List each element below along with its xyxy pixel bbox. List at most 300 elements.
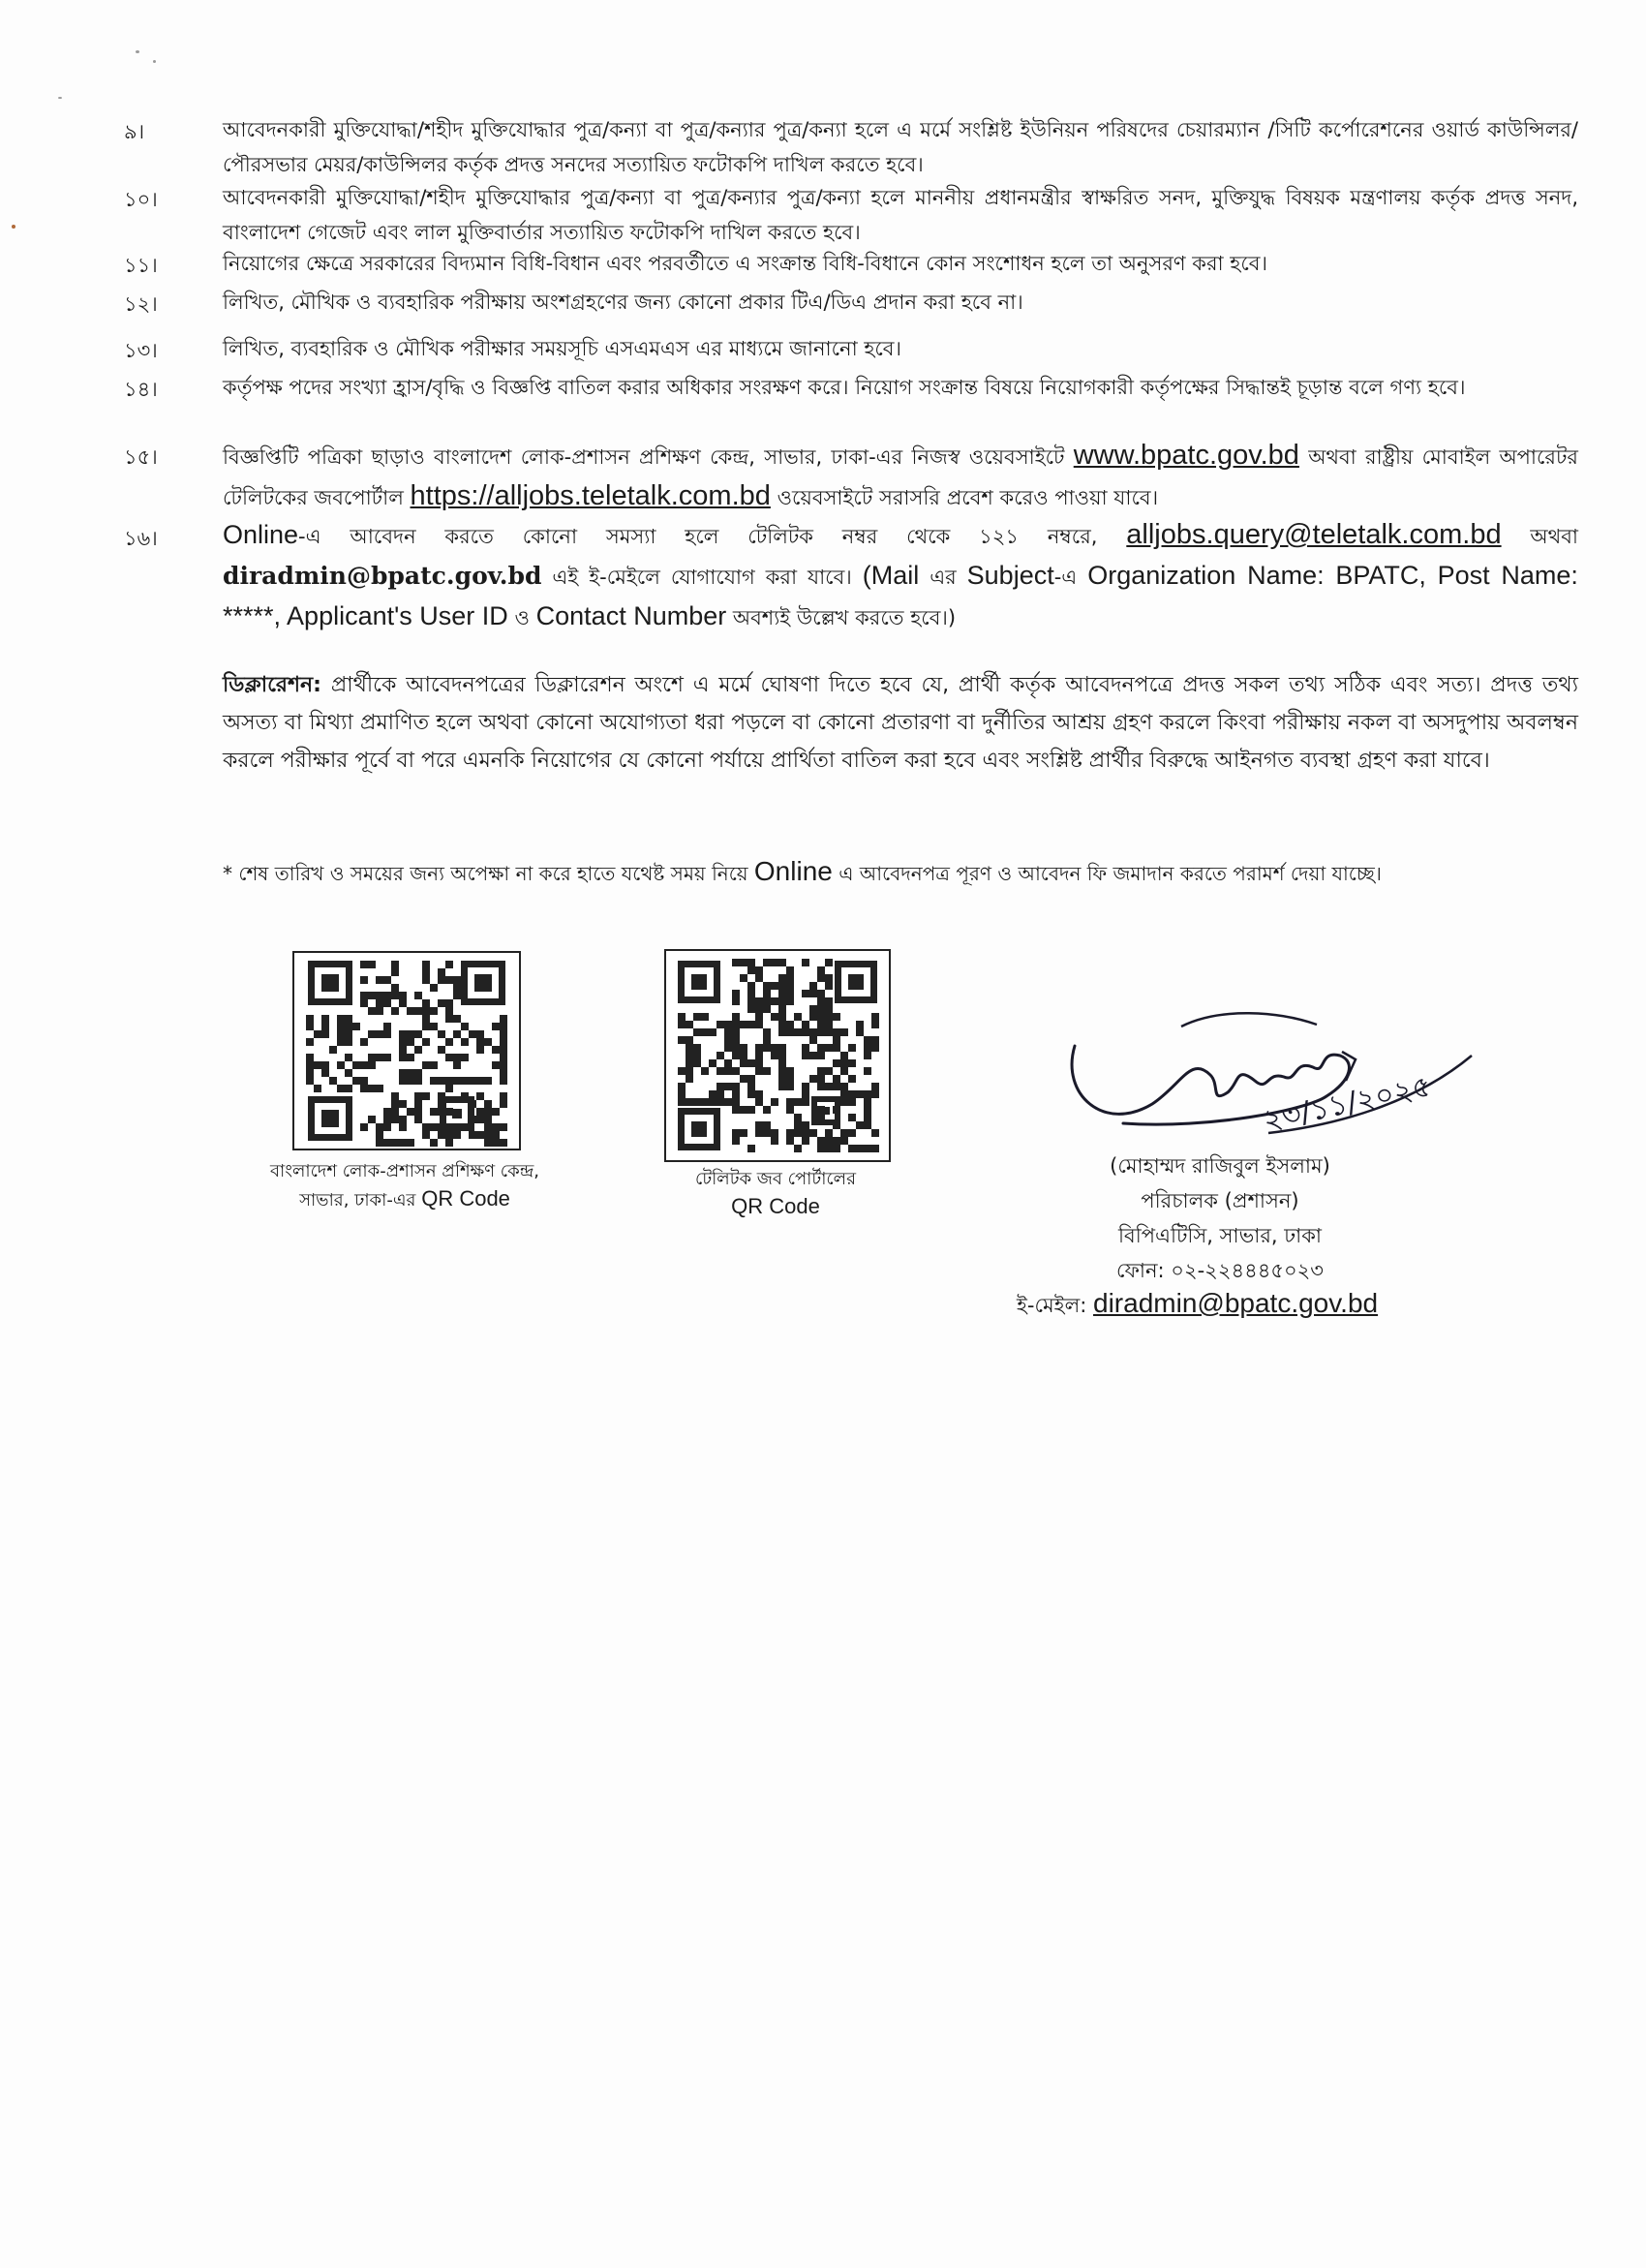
qr-module bbox=[391, 1108, 399, 1116]
qr-module bbox=[500, 1139, 507, 1147]
qr-module bbox=[794, 1114, 802, 1121]
item-number: ১১। bbox=[124, 254, 158, 277]
qr-module bbox=[778, 1083, 786, 1090]
qr-module bbox=[786, 1083, 794, 1090]
qr-module bbox=[414, 1007, 422, 1015]
qr-module bbox=[391, 984, 399, 992]
qr-module bbox=[747, 966, 755, 974]
qr-module bbox=[755, 1013, 763, 1021]
qr-module bbox=[701, 1028, 709, 1036]
qr-module bbox=[453, 1030, 461, 1038]
qr-module bbox=[755, 1129, 763, 1137]
qr-module bbox=[453, 1015, 461, 1023]
qr-module bbox=[747, 959, 755, 966]
qr-module bbox=[786, 1137, 794, 1145]
qr-module bbox=[864, 1106, 871, 1114]
qr-module bbox=[453, 1077, 461, 1085]
qr-module bbox=[678, 1013, 686, 1021]
qr-module bbox=[817, 1052, 825, 1059]
qr-module bbox=[778, 1013, 786, 1021]
qr-module bbox=[686, 1044, 693, 1052]
qr-module bbox=[422, 1131, 430, 1139]
qr-module bbox=[414, 1116, 422, 1123]
qr-module bbox=[422, 1038, 430, 1046]
qr-module bbox=[771, 997, 778, 1005]
qr-module bbox=[740, 959, 747, 966]
qr-module bbox=[747, 1090, 755, 1098]
qr-module bbox=[747, 1145, 755, 1152]
item-text bbox=[223, 515, 1578, 637]
qr-module bbox=[461, 1077, 469, 1085]
qr-module bbox=[724, 1036, 732, 1044]
qr-module bbox=[833, 1028, 840, 1036]
qr-module bbox=[368, 961, 376, 968]
item-text-part: অথবা রাষ্ট্রীয় মোবাইল অপারেটর টেলিটকের জবপোর্টাল bbox=[223, 445, 1578, 509]
qr-module bbox=[492, 1061, 500, 1069]
qr-module bbox=[693, 1059, 701, 1067]
qr-module bbox=[825, 1137, 833, 1145]
qr-module bbox=[438, 1123, 445, 1131]
qr-module bbox=[864, 1098, 871, 1106]
qr-module bbox=[840, 1090, 848, 1098]
qr-module bbox=[500, 1069, 507, 1077]
qr-module bbox=[864, 1121, 871, 1129]
qr-module bbox=[794, 1145, 802, 1152]
qr-module bbox=[345, 1038, 352, 1046]
qr-module bbox=[438, 999, 445, 1007]
qr-module bbox=[306, 1061, 314, 1069]
qr-module bbox=[840, 1067, 848, 1075]
qr-module bbox=[778, 1044, 786, 1052]
qr-module bbox=[376, 1085, 383, 1092]
qr-module bbox=[492, 1023, 500, 1030]
qr-module bbox=[306, 1077, 314, 1085]
qr-module bbox=[763, 982, 771, 990]
qr-module bbox=[360, 1085, 368, 1092]
qr-module bbox=[360, 976, 368, 984]
qr-module bbox=[383, 1108, 391, 1116]
qr-module bbox=[337, 1061, 345, 1069]
qr-module bbox=[755, 974, 763, 982]
qr-module bbox=[763, 990, 771, 997]
qr-module bbox=[492, 1131, 500, 1139]
qr-module bbox=[871, 1145, 879, 1152]
qr-module bbox=[438, 1108, 445, 1116]
qr-module bbox=[445, 1108, 453, 1116]
qr-module bbox=[391, 968, 399, 976]
declaration-text: প্রার্থীকে আবেদনপত্রের ডিক্লারেশন অংশে এ মর্মে ঘোষণা দিতে হবে যে, প্রার্থী কর্তৃক আবেদনপত্রে প্রদত্ত সকল তথ্য সঠিক এবং সত্য। প্রদত্ত তথ্য অসত্য বা মিথ্যা প্রমাণিত হলে অথবা কোনো অযোগ্যতা ধরা পড়লে বা কোনো প্রতারণা বা দুর্নীতির আশ্রয় গ্রহণ করলে কিংবা পরীক্ষায় নকল বা অসদুপায় অবলম্বন করলে পরীক্ষার পূর্বে বা পরে এমনকি নিয়োগের যে কোনো পর্যায়ে প্রার্থিতা বাতিল করা হবে এবং সংশ্লিষ্ট প্রার্থীর বিরুদ্ধে আইনগত ব্যবস্থা গ্রহণ করা যাবে। bbox=[223, 673, 1578, 773]
qr-module bbox=[391, 1116, 399, 1123]
qr-caption-line: সাভার, ঢাকা-এর QR Code bbox=[299, 1186, 510, 1211]
signatory-email-link[interactable]: diradmin@bpatc.gov.bd bbox=[1093, 1288, 1379, 1318]
qr-module bbox=[701, 1067, 709, 1075]
qr-module bbox=[453, 1061, 461, 1069]
qr-module bbox=[809, 982, 817, 990]
qr-module bbox=[755, 1044, 763, 1052]
qr-module bbox=[686, 1098, 693, 1106]
qr-module bbox=[802, 1098, 809, 1106]
qr-module bbox=[314, 1061, 321, 1069]
qr-module bbox=[778, 1005, 786, 1013]
qr-module bbox=[809, 1075, 817, 1083]
item-number: ১০। bbox=[124, 188, 158, 211]
qr-module bbox=[422, 968, 430, 976]
qr-module bbox=[484, 1038, 492, 1046]
qr-module bbox=[809, 1028, 817, 1036]
qr-module bbox=[368, 1061, 376, 1069]
qr-module bbox=[724, 1044, 732, 1052]
qr-module bbox=[763, 1036, 771, 1044]
qr-code-label: QR Code bbox=[731, 1194, 820, 1218]
qr-module bbox=[732, 959, 740, 966]
qr-module bbox=[461, 1023, 469, 1030]
qr-module bbox=[422, 976, 430, 984]
qr-module bbox=[368, 1007, 376, 1015]
qr-module bbox=[476, 1038, 484, 1046]
qr-module bbox=[345, 1015, 352, 1023]
qr-module bbox=[786, 966, 794, 974]
qr-module bbox=[716, 1083, 724, 1090]
qr-module bbox=[802, 990, 809, 997]
qr-module bbox=[871, 1021, 879, 1028]
qr-module bbox=[755, 1098, 763, 1106]
qr-module bbox=[376, 1054, 383, 1061]
qr-module bbox=[840, 1129, 848, 1137]
qr-module bbox=[864, 1145, 871, 1152]
qr-module bbox=[864, 1067, 871, 1075]
qr-module bbox=[693, 1098, 701, 1106]
qr-module bbox=[306, 1015, 314, 1023]
qr-module bbox=[740, 1075, 747, 1083]
qr-module bbox=[407, 1030, 414, 1038]
qr-module bbox=[817, 1083, 825, 1090]
qr-module bbox=[306, 1069, 314, 1077]
qr-module bbox=[833, 1013, 840, 1021]
qr-module bbox=[414, 1030, 422, 1038]
qr-module bbox=[856, 1145, 864, 1152]
qr-module bbox=[360, 999, 368, 1007]
qr-module bbox=[763, 1028, 771, 1036]
qr-module bbox=[329, 1046, 337, 1054]
qr-module bbox=[391, 1092, 399, 1100]
qr-module bbox=[329, 1077, 337, 1085]
qr-module bbox=[840, 1028, 848, 1036]
qr-module bbox=[732, 1090, 740, 1098]
qr-module bbox=[833, 1075, 840, 1083]
qr-module bbox=[399, 1100, 407, 1108]
qr-module bbox=[352, 1061, 360, 1069]
qr-module bbox=[747, 1005, 755, 1013]
qr-module bbox=[747, 990, 755, 997]
bpatc-qr-code[interactable] bbox=[292, 951, 521, 1150]
qr-module bbox=[825, 982, 833, 990]
qr-module bbox=[817, 1044, 825, 1052]
qr-module bbox=[809, 990, 817, 997]
qr-module bbox=[833, 1044, 840, 1052]
mail-word: Mail bbox=[870, 561, 920, 590]
qr-module bbox=[376, 999, 383, 1007]
item-text-part: -এ আবেদন করতে কোনো সমস্যা হলে টেলিটক নম্বর থেকে ১২১ নম্বরে, bbox=[298, 525, 1098, 548]
qr-module bbox=[724, 1067, 732, 1075]
qr-module bbox=[422, 1023, 430, 1030]
qr-module bbox=[747, 1106, 755, 1114]
qr-module bbox=[414, 1100, 422, 1108]
qr-module bbox=[321, 1069, 329, 1077]
qr-module bbox=[871, 1083, 879, 1090]
qr-module bbox=[856, 1121, 864, 1129]
qr-module bbox=[430, 984, 438, 992]
qr-module bbox=[414, 1046, 422, 1054]
qr-module bbox=[376, 1131, 383, 1139]
qr-module bbox=[825, 1067, 833, 1075]
diradmin-email[interactable]: diradmin@bpatc.gov.bd bbox=[223, 562, 542, 590]
qr-module bbox=[321, 1061, 329, 1069]
qr-module bbox=[840, 1059, 848, 1067]
qr-module bbox=[678, 1090, 686, 1098]
qr-module bbox=[724, 1059, 732, 1067]
signatory-office: বিপিএটিসি, সাভার, ঢাকা bbox=[1118, 1224, 1322, 1247]
qr-module bbox=[500, 1015, 507, 1023]
qr-module bbox=[492, 1046, 500, 1054]
qr-module bbox=[476, 1116, 484, 1123]
item-text: কর্তৃপক্ষ পদের সংখ্যা হ্রাস/বৃদ্ধি ও বিজ্ঞপ্তি বাতিল করার অধিকার সংরক্ষণ করে। নিয়োগ সংক্রান্ত বিষয়ে নিয়োগকারী কর্তৃপক্ষের সিদ্ধান্তই চূড়ান্ত বলে গণ্য হবে। bbox=[223, 376, 1466, 399]
qr-module bbox=[763, 1044, 771, 1052]
qr-module bbox=[314, 1030, 321, 1038]
qr-module bbox=[747, 997, 755, 1005]
qr-module bbox=[716, 1052, 724, 1059]
qr-module bbox=[430, 1123, 438, 1131]
qr-module bbox=[724, 1028, 732, 1036]
bpatc-website-link[interactable]: www.bpatc.gov.bd bbox=[1073, 440, 1299, 471]
qr-module bbox=[345, 1023, 352, 1030]
qr-module bbox=[817, 966, 825, 974]
qr-module bbox=[771, 1129, 778, 1137]
qr-caption-line: বাংলাদেশ লোক-প্রশাসন প্রশিক্ষণ কেন্দ্র, bbox=[270, 1161, 539, 1181]
qr-module bbox=[817, 1067, 825, 1075]
qr-module bbox=[732, 1021, 740, 1028]
qr-module bbox=[817, 1145, 825, 1152]
qr-module bbox=[376, 1139, 383, 1147]
qr-module bbox=[740, 1106, 747, 1114]
qr-module bbox=[383, 1123, 391, 1131]
qr-module bbox=[476, 1131, 484, 1139]
qr-module bbox=[360, 961, 368, 968]
teletalk-jobportal-link[interactable]: https://alljobs.teletalk.com.bd bbox=[410, 480, 771, 511]
qr-module bbox=[833, 1121, 840, 1129]
qr-module bbox=[492, 1139, 500, 1147]
qr-module bbox=[778, 959, 786, 966]
qr-module bbox=[337, 1015, 345, 1023]
qr-module bbox=[469, 1100, 476, 1108]
qr-module bbox=[345, 1069, 352, 1077]
qr-module bbox=[430, 1139, 438, 1147]
qr-module bbox=[453, 984, 461, 992]
qr-module bbox=[422, 961, 430, 968]
qr-module bbox=[740, 1044, 747, 1052]
qr-module bbox=[732, 997, 740, 1005]
qr-module bbox=[306, 1054, 314, 1061]
qr-module bbox=[407, 1069, 414, 1077]
qr-module bbox=[763, 1129, 771, 1137]
qr-module bbox=[399, 1046, 407, 1054]
qr-module bbox=[825, 1129, 833, 1137]
qr-module bbox=[399, 1038, 407, 1046]
qr-module bbox=[407, 1077, 414, 1085]
qr-code-icon bbox=[294, 953, 519, 1149]
qr-module bbox=[848, 1044, 856, 1052]
qr-module bbox=[368, 1030, 376, 1038]
qr-module bbox=[686, 1052, 693, 1059]
item-text: নিয়োগের ক্ষেত্রে সরকারের বিদ্যমান বিধি-বিধান এবং পরবর্তীতে এ সংক্রান্ত বিধি-বিধানে কোন সংশোধন হলে তা অনুসরণ করা হবে। bbox=[223, 252, 1267, 275]
qr-module bbox=[414, 1069, 422, 1077]
qr-module bbox=[848, 1090, 856, 1098]
qr-module bbox=[709, 1098, 716, 1106]
qr-module bbox=[399, 1069, 407, 1077]
online-word: Online bbox=[753, 856, 833, 886]
qr-module bbox=[732, 1083, 740, 1090]
qr-module bbox=[383, 1023, 391, 1030]
qr-module bbox=[778, 1028, 786, 1036]
qr-module bbox=[786, 1106, 794, 1114]
qr-module bbox=[476, 1092, 484, 1100]
qr-module bbox=[763, 959, 771, 966]
qr-module bbox=[840, 1098, 848, 1106]
bpatc-qr-caption bbox=[225, 1158, 585, 1214]
qr-module bbox=[500, 1023, 507, 1030]
qr-module bbox=[321, 1030, 329, 1038]
qr-module bbox=[453, 992, 461, 999]
qr-module bbox=[809, 1005, 817, 1013]
qr-module bbox=[833, 1059, 840, 1067]
qr-module bbox=[469, 1030, 476, 1038]
qr-module bbox=[778, 1075, 786, 1083]
qr-module bbox=[422, 1007, 430, 1015]
qr-module bbox=[825, 974, 833, 982]
qr-module bbox=[678, 1098, 686, 1106]
qr-module bbox=[809, 1052, 817, 1059]
item-number: ১৬। bbox=[124, 527, 158, 550]
item-text bbox=[223, 436, 1578, 517]
qr-module bbox=[399, 992, 407, 999]
qr-module bbox=[686, 1075, 693, 1083]
item-text-part: এই ই-মেইলে যোগাযোগ করা যাবে। bbox=[552, 566, 852, 589]
handwritten-signature bbox=[1065, 988, 1491, 1152]
qr-module bbox=[778, 974, 786, 982]
qr-module bbox=[345, 1085, 352, 1092]
qr-module bbox=[500, 1092, 507, 1100]
teletalk-query-email-link[interactable]: alljobs.query@teletalk.com.bd bbox=[1126, 519, 1502, 550]
qr-module bbox=[732, 1129, 740, 1137]
qr-module bbox=[794, 1129, 802, 1137]
qr-module bbox=[678, 1083, 686, 1090]
qr-module bbox=[809, 1129, 817, 1137]
qr-module bbox=[716, 1098, 724, 1106]
qr-module bbox=[693, 1028, 701, 1036]
qr-module bbox=[368, 992, 376, 999]
qr-module bbox=[337, 1023, 345, 1030]
qr-module bbox=[500, 1061, 507, 1069]
qr-module bbox=[716, 1067, 724, 1075]
qr-module bbox=[484, 1139, 492, 1147]
qr-module bbox=[724, 1098, 732, 1106]
qr-module bbox=[825, 1083, 833, 1090]
item-text-part: বিজ্ঞপ্তিটি পত্রিকা ছাড়াও বাংলাদেশ লোক-প্রশাসন প্রশিক্ষণ কেন্দ্র, সাভার, ঢাকা-এর নিজস্ব ওয়েবসাইটে bbox=[223, 445, 1065, 469]
note-text: * শেষ তারিখ ও সময়ের জন্য অপেক্ষা না করে হাতে যথেষ্ট সময় নিয়ে bbox=[223, 862, 748, 885]
qr-module bbox=[693, 1044, 701, 1052]
qr-module bbox=[422, 999, 430, 1007]
qr-module bbox=[809, 1036, 817, 1044]
qr-module bbox=[360, 1038, 368, 1046]
qr-module bbox=[871, 1013, 879, 1021]
qr-module bbox=[747, 1075, 755, 1083]
qr-module bbox=[724, 1083, 732, 1090]
qr-module bbox=[786, 1129, 794, 1137]
qr-module bbox=[445, 1007, 453, 1015]
qr-module bbox=[802, 1021, 809, 1028]
qr-module bbox=[445, 999, 453, 1007]
qr-module bbox=[438, 968, 445, 976]
qr-module bbox=[360, 1061, 368, 1069]
qr-module bbox=[817, 1137, 825, 1145]
qr-module bbox=[864, 1114, 871, 1121]
qr-module bbox=[763, 1005, 771, 1013]
qr-module bbox=[778, 1059, 786, 1067]
qr-module bbox=[840, 1083, 848, 1090]
qr-module bbox=[701, 1013, 709, 1021]
qr-module bbox=[732, 1067, 740, 1075]
qr-module bbox=[484, 1123, 492, 1131]
qr-module bbox=[825, 1005, 833, 1013]
qr-module bbox=[747, 1083, 755, 1090]
item-text: লিখিত, ব্যবহারিক ও মৌখিক পরীক্ষার সময়সূচি এসএমএস এর মাধ্যমে জানানো হবে। bbox=[223, 337, 901, 360]
qr-module bbox=[678, 1067, 686, 1075]
qr-module bbox=[407, 1038, 414, 1046]
qr-module bbox=[802, 1121, 809, 1129]
qr-module bbox=[500, 1030, 507, 1038]
qr-module bbox=[383, 999, 391, 1007]
declaration-paragraph bbox=[223, 666, 1578, 780]
qr-module bbox=[306, 1023, 314, 1030]
qr-module bbox=[732, 990, 740, 997]
qr-module bbox=[848, 1145, 856, 1152]
qr-module bbox=[833, 1036, 840, 1044]
qr-module bbox=[825, 1145, 833, 1152]
qr-module bbox=[848, 1059, 856, 1067]
qr-module bbox=[817, 1021, 825, 1028]
qr-module bbox=[445, 1038, 453, 1046]
teletalk-qr-code[interactable] bbox=[664, 949, 891, 1162]
qr-module bbox=[740, 1052, 747, 1059]
qr-module bbox=[476, 1077, 484, 1085]
qr-module bbox=[686, 1067, 693, 1075]
qr-module bbox=[391, 1007, 399, 1015]
qr-module bbox=[817, 990, 825, 997]
teletalk-qr-caption bbox=[620, 1166, 931, 1220]
advice-note bbox=[223, 856, 1598, 892]
qr-module bbox=[771, 1098, 778, 1106]
qr-module bbox=[786, 1075, 794, 1083]
qr-module bbox=[469, 1077, 476, 1085]
qr-module bbox=[732, 1044, 740, 1052]
qr-module bbox=[430, 1108, 438, 1116]
qr-module bbox=[438, 1131, 445, 1139]
qr-module bbox=[383, 1054, 391, 1061]
qr-module bbox=[445, 1139, 453, 1147]
qr-module bbox=[763, 1106, 771, 1114]
qr-module bbox=[461, 1038, 469, 1046]
qr-module bbox=[693, 1052, 701, 1059]
qr-module bbox=[825, 1044, 833, 1052]
